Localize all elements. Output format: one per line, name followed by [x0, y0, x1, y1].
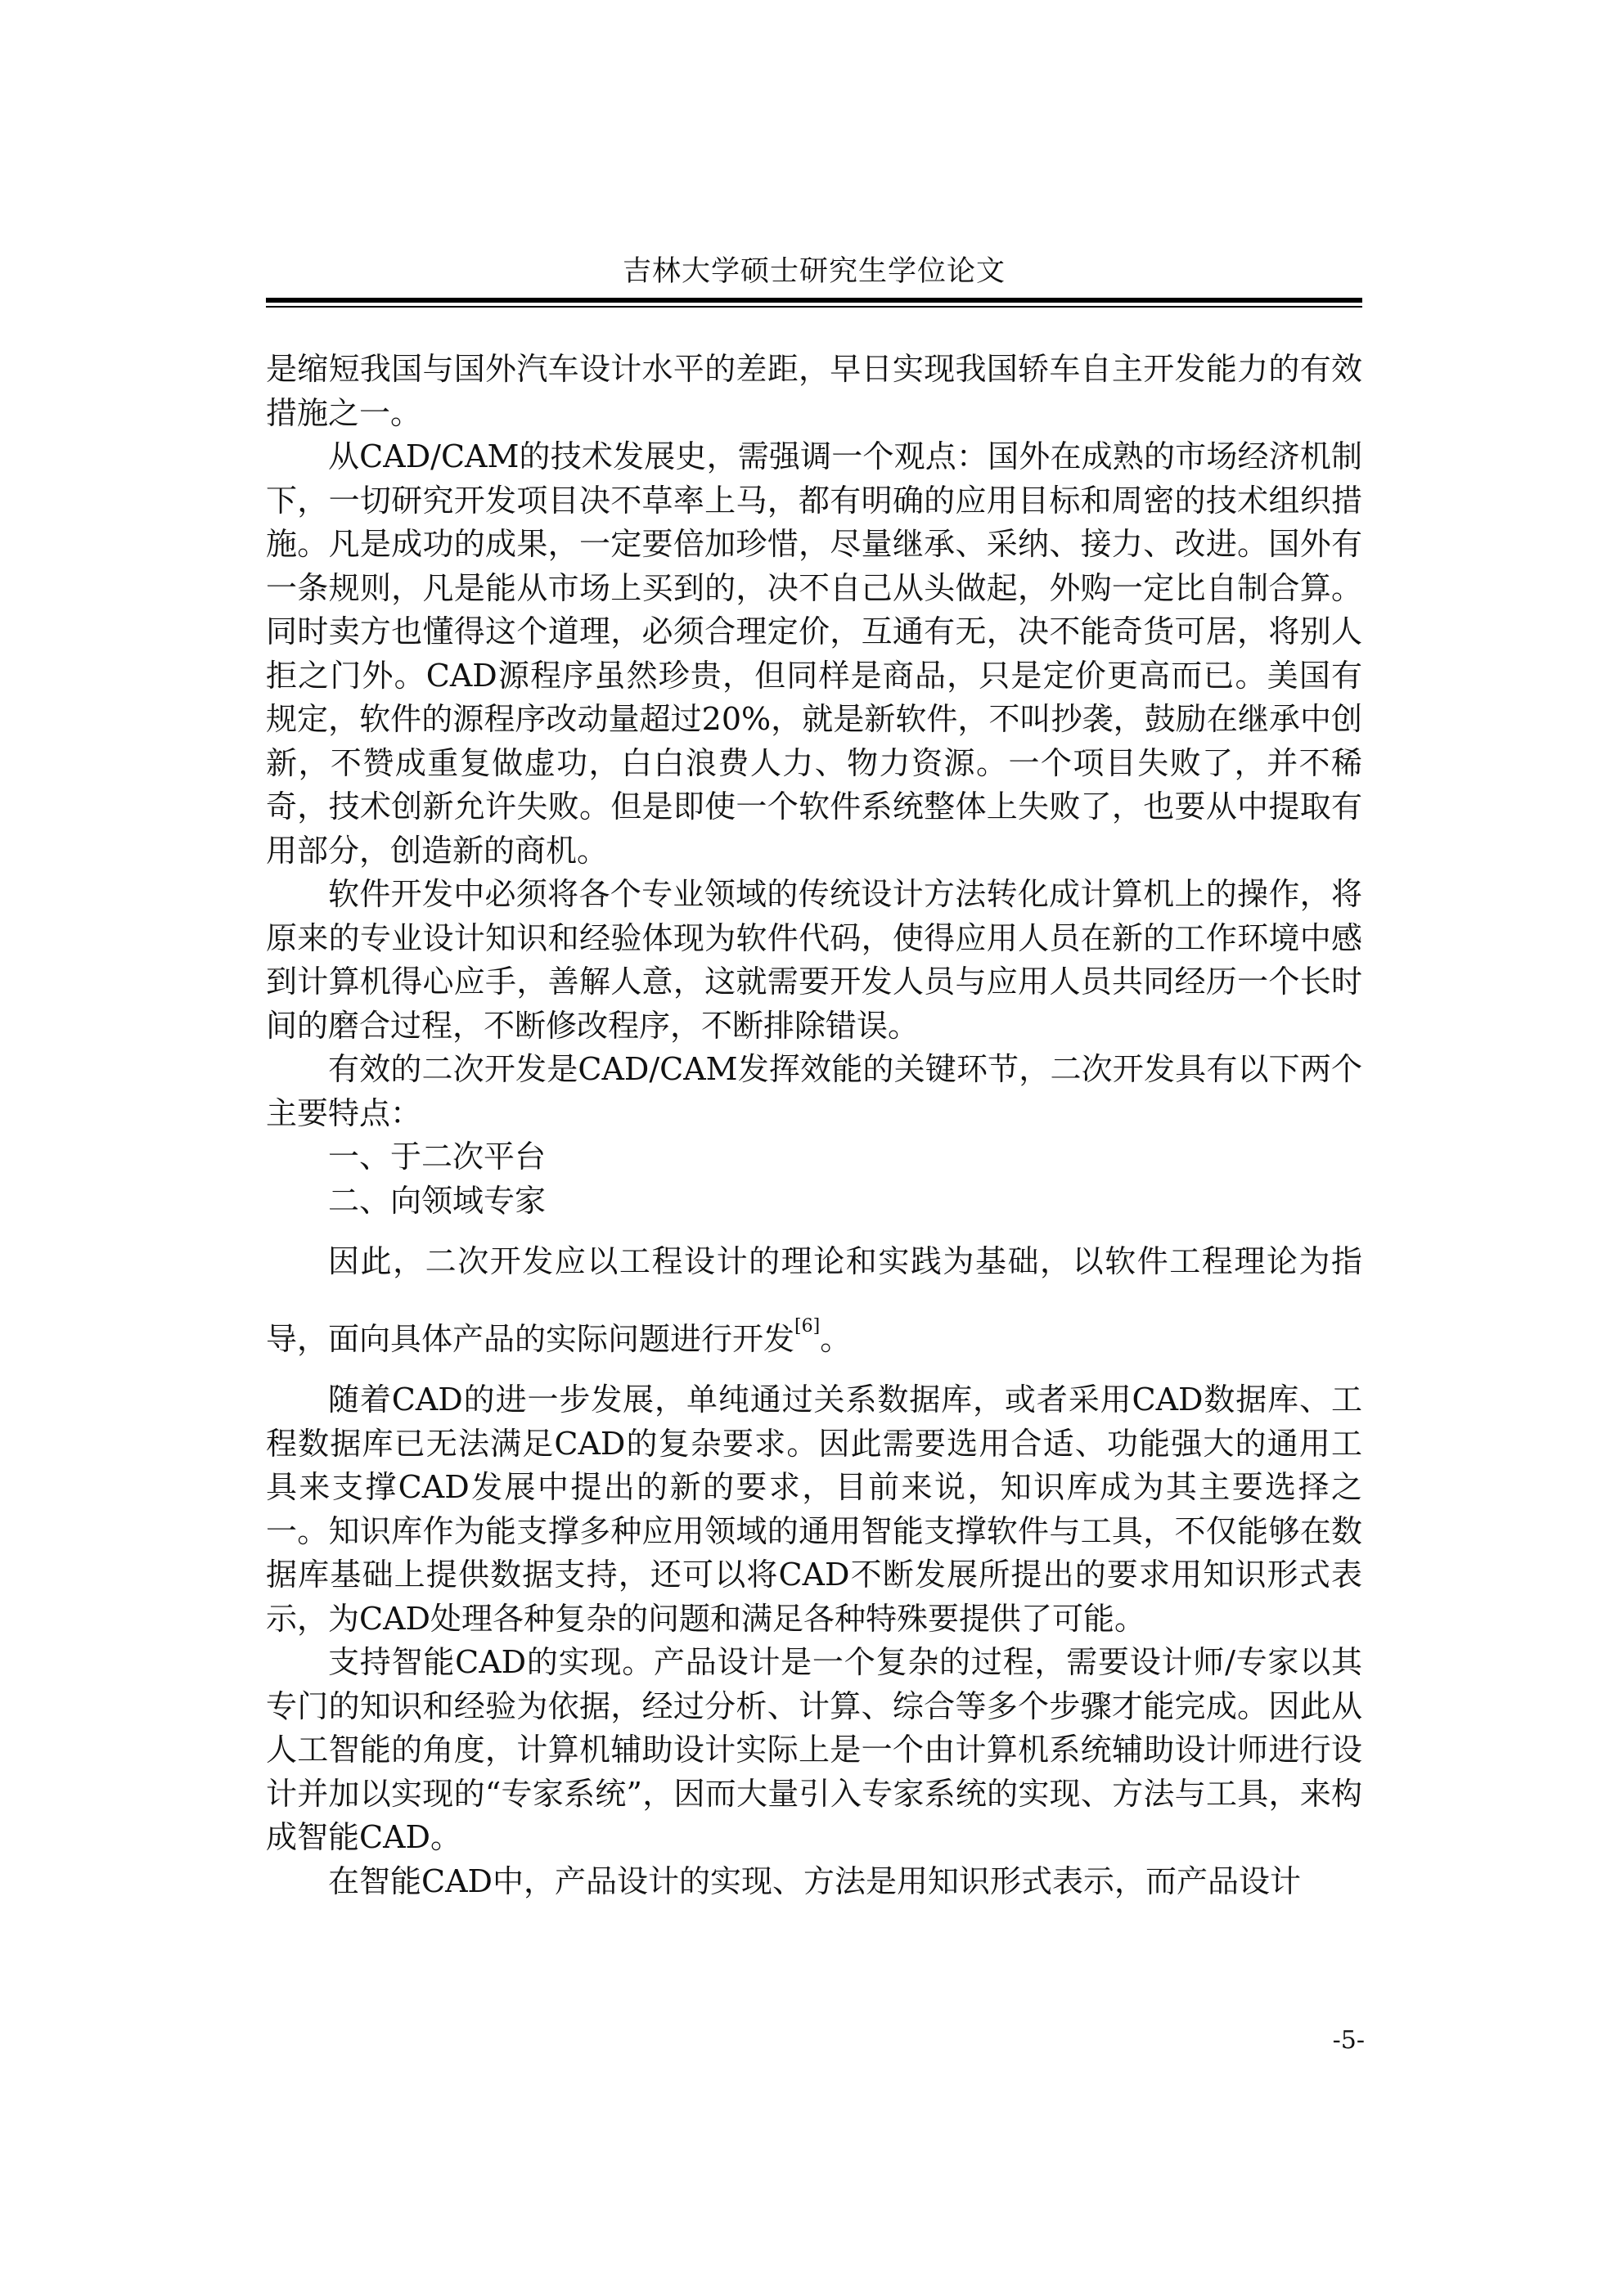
list-item-2: 二、向领域专家: [328, 1182, 547, 1219]
page-number: -5-: [1332, 2026, 1365, 2055]
header-rule-thick: [266, 298, 1362, 303]
paragraph-6: 随着CAD的进一步发展，单纯通过关系数据库，或者采用CAD数据库、工程数据库已无法满足CAD的复杂要求。因此需要选用合适、功能强大的通用工具来支撑CAD发展中提出的新的要求，目前来说，知识库成为其主要选择之一。知识库作为能支撑多种应用领域的通用智能支撑软件与工具，不仅能够在数据库基础上提供数据支持，还可以将CAD不断发展所提出的要求用知识形式表示，为CAD处理各种复杂的问题和满足各种特殊要提供了可能。: [266, 1382, 1362, 1637]
paragraph-7: 支持智能CAD的实现。产品设计是一个复杂的过程，需要设计师/专家以其专门的知识和经验为依据，经过分析、计算、综合等多个步骤才能完成。因此从人工智能的角度，计算机辅助设计实际上是一个由计算机系统辅助设计师进行设计并加以实现的“专家系统”，因而大量引入专家系统的实现、方法与工具，来构成智能CAD。: [266, 1644, 1362, 1855]
paragraph-8: 在智能CAD中，产品设计的实现、方法是用知识形式表示，而产品设计: [328, 1862, 1301, 1899]
paragraph-5-text: 因此，二次开发应以工程设计的理论和实践为基础，以软件工程理论为指导，面向具体产品的实际问题进行开发: [266, 1243, 1362, 1357]
paragraph-3: 软件开发中必须将各个专业领域的传统设计方法转化成计算机上的操作，将原来的专业设计知识和经验体现为软件代码，使得应用人员在新的工作环境中感到计算机得心应手，善解人意，这就需要开发人员与应用人员共同经历一个长时间的磨合过程，不断修改程序，不断排除错误。: [266, 876, 1362, 1044]
list-item-1: 一、于二次平台: [328, 1139, 547, 1175]
header-rule-thin: [266, 306, 1362, 308]
body-text: [266, 348, 1362, 1903]
citation-marker: [6]: [794, 1316, 821, 1337]
paragraph-4: 有效的二次开发是CAD/CAM发挥效能的关键环节，二次开发具有以下两个主要特点：: [266, 1051, 1362, 1131]
paragraph-5-end: 。: [820, 1321, 852, 1357]
paragraph-2: 从CAD/CAM的技术发展史，需强调一个观点：国外在成熟的市场经济机制下，一切研究开发项目决不草率上马，都有明确的应用目标和周密的技术组织措施。凡是成功的成果，一定要倍加珍惜，尽量继承、采纳、接力、改进。国外有一条规则，凡是能从市场上买到的，决不自己从头做起，外购一定比自制合算。同时卖方也懂得这个道理，必须合理定价，互通有无，决不能奇货可居，将别人拒之门外。CAD源程序虽然珍贵，但同样是商品，只是定价更高而已。美国有规定，软件的源程序改动量超过20%，就是新软件，不叫抄袭，鼓励在继承中创新，不赞成重复做虚功，白白浪费人力、物力资源。一个项目失败了，并不稀奇，技术创新允许失败。但是即使一个软件系统整体上失败了，也要从中提取有用部分，创造新的商机。: [266, 438, 1362, 869]
paragraph-1: 是缩短我国与国外汽车设计水平的差距，早日实现我国轿车自主开发能力的有效措施之一。: [266, 351, 1362, 431]
running-header: [266, 252, 1362, 304]
header-title: 吉林大学硕士研究生学位论文: [622, 255, 1006, 288]
paragraph-5: [266, 1223, 1362, 1378]
